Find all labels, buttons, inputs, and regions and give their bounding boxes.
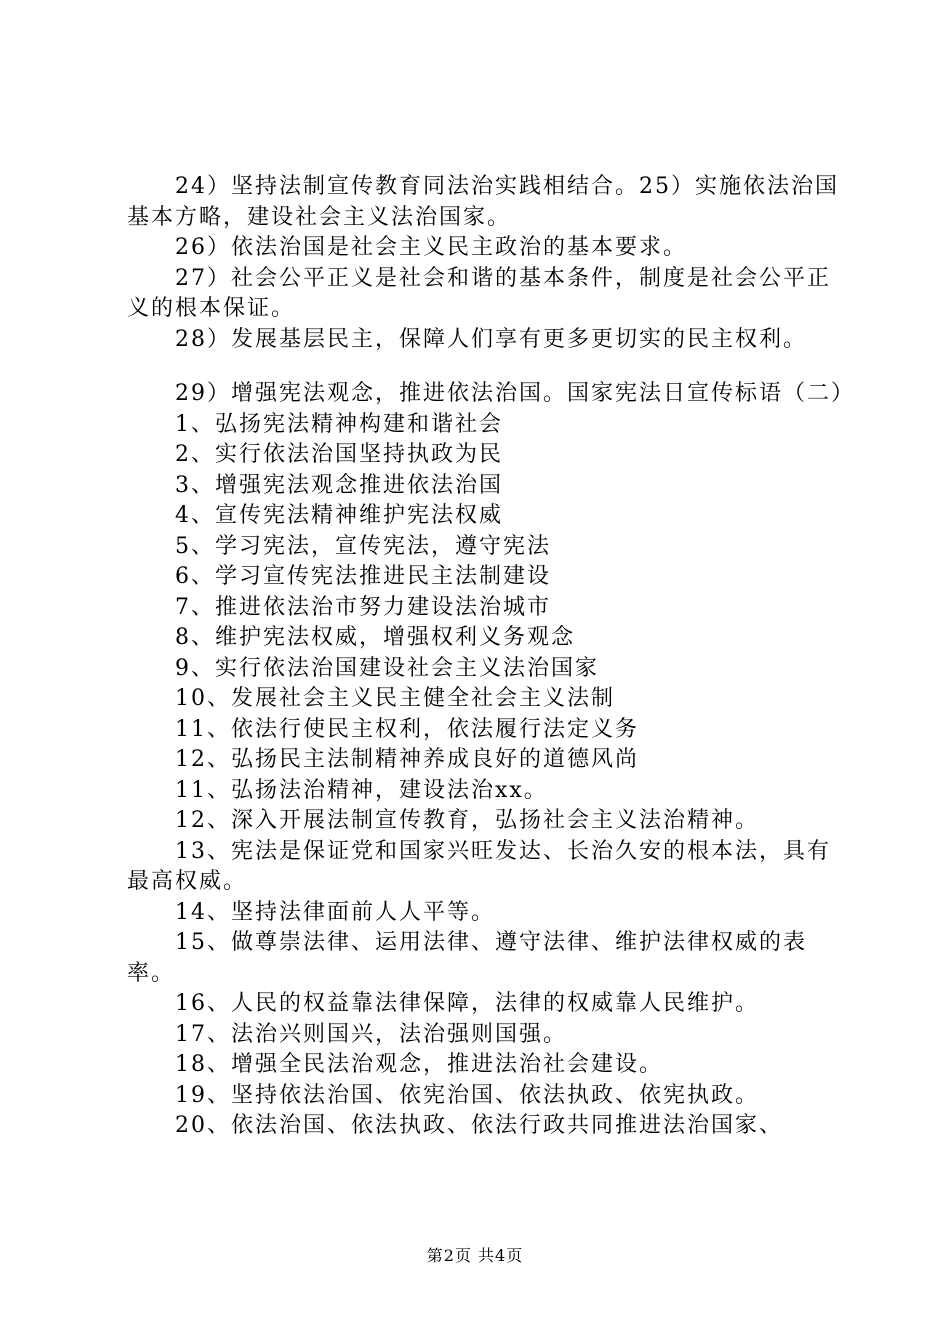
slogan-item: 1、弘扬宪法精神构建和谐社会 [175,411,503,437]
paragraph: 27）社会公平正义是社会和谐的基本条件，制度是社会公平正义的根本保证。 [127,265,831,321]
slogan-item: 11、依法行使民主权利，依法履行法定义务 [175,716,639,742]
slogan-item: 6、学习宣传宪法推进民主法制建设 [175,564,551,589]
slogan-item: 17、法治兴则国兴，法治强则国强。 [175,1021,567,1047]
paragraph-gap [127,355,847,379]
slogan-item: 18、增强全民法治观念，推进法治社会建设。 [175,1052,663,1077]
slogan-item: 19、坚持依法治国、依宪治国、依法执政、依宪执政。 [175,1082,759,1108]
slogan-item: 16、人民的权益靠法律保障，法律的权威靠人民维护。 [175,991,759,1016]
slogan-item: 20、依法治国、依法执政、依法行政共同推进法治国家、 [175,1113,783,1138]
slogan-item: 2、实行依法治国坚持执政为民 [175,442,503,467]
slogan-item: 11、弘扬法治精神，建设法治xx。 [175,777,548,803]
slogan-item: 13、宪法是保证党和国家兴旺发达、长治久安的根本法，具有最高权威。 [127,838,831,894]
paragraph: 28）发展基层民主，保障人们享有更多更切实的民主权利。 [175,326,807,352]
document-body [127,172,855,1142]
slogan-item: 9、实行依法治国建设社会主义法治国家 [175,655,599,681]
slogan-item: 15、做尊崇法律、运用法律、遵守法律、维护法律权威的表率。 [127,930,807,986]
slogan-item: 12、深入开展法制宣传教育，弘扬社会主义法治精神。 [175,808,759,833]
paragraph: 26）依法治国是社会主义民主政治的基本要求。 [175,235,687,260]
page-footer: 第2页 共4页 [426,1246,524,1265]
slogan-item: 12、弘扬民主法制精神养成良好的道德风尚 [175,747,639,772]
slogan-item: 14、坚持法律面前人人平等。 [175,899,495,925]
slogan-item: 8、维护宪法权威，增强权利义务观念 [175,625,575,650]
slogan-item: 3、增强宪法观念推进依法治国 [175,472,503,498]
slogan-item: 4、宣传宪法精神维护宪法权威 [175,503,503,528]
slogan-item: 5、学习宪法，宣传宪法，遵守宪法 [175,533,551,559]
slogan-item: 7、推进依法治市努力建设法治城市 [175,594,551,620]
paragraph: 24）坚持法制宣传教育同法治实践相结合。25）实施依法治国基本方略，建设社会主义法治国家。 [127,174,839,230]
slogan-item: 10、发展社会主义民主健全社会主义法制 [175,686,615,711]
paragraph: 29）增强宪法观念，推进依法治国。国家宪法日宣传标语（二） [175,381,855,406]
